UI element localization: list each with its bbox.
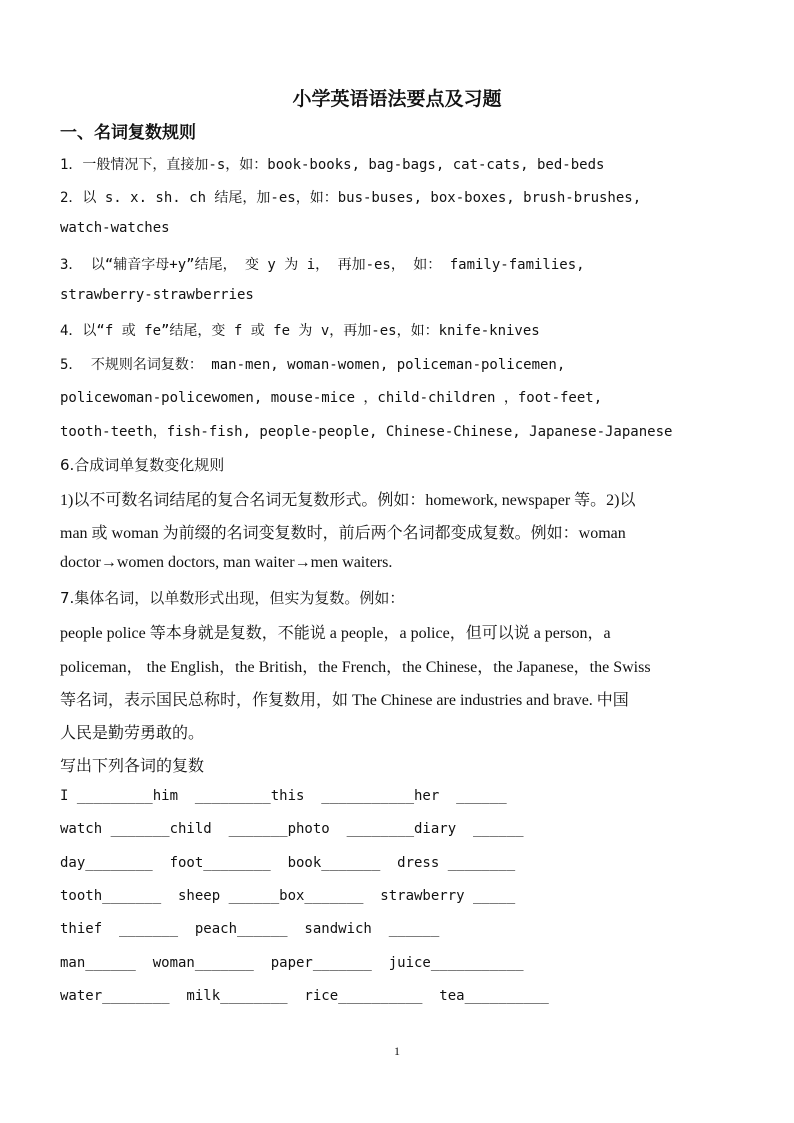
rule-line-3: 3． 以“辅音字母+y”结尾， 变 y 为 i， 再加-es， 如： family-families, (60, 257, 585, 273)
rule6-line-1: 1)以不可数名词结尾的复合名词无复数形式。例如：homework, newspaper 等。2)以 (60, 492, 636, 509)
rule-line-5-cont-1: policewoman-policewomen, mouse-mice ，child-children ，foot-feet, (60, 390, 603, 406)
rule6-heading: 6.合成词单复数变化规则 (60, 456, 225, 474)
exercise-row: day________ foot________ book_______ dress ________ (60, 855, 516, 871)
rule-line-5: 5． 不规则名词复数： man-men, woman-women, policeman-policemen, (60, 357, 566, 373)
page-number: 1 (394, 1044, 400, 1058)
rule-line-4: 4．以“f 或 fe”结尾，变 f 或 fe 为 v，再加-es，如：knife-knives (60, 323, 540, 339)
exercise-row: watch _______child _______photo ________diary ______ (60, 821, 524, 837)
exercise-row: water________ milk________ rice__________ tea__________ (60, 988, 549, 1004)
rule7-line-3: 等名词，表示国民总称时，作复数用，如 The Chinese are industries and brave. 中国 (60, 692, 629, 709)
rule6-line-2: man 或 woman 为前缀的名词变复数时，前后两个名词都变成复数。例如：woman (60, 525, 626, 542)
exercise-row: man______ woman_______ paper_______ juice___________ (60, 955, 524, 971)
rule7-line-2: policeman， the English，the British，the French，the Chinese，the Japanese，the Swiss (60, 659, 651, 676)
exercise-row: I _________him _________this ___________her ______ (60, 788, 507, 804)
rule7-line-4: 人民是勤劳勇敢的。 (60, 725, 205, 742)
rule7-line-1: people police 等本身就是复数，不能说 a people，a police，但可以说 a person，a (60, 625, 611, 642)
rule-line-1: 1．一般情况下，直接加-s，如：book-books, bag-bags, cat-cats, bed-beds (60, 157, 605, 173)
rule-line-2: 2．以 s. x. sh. ch 结尾，加-es，如：bus-buses, box-boxes, brush-brushes, (60, 190, 642, 206)
section-heading: 一、名词复数规则 (60, 123, 196, 143)
exercise-row: thief _______ peach______ sandwich ______ (60, 921, 440, 937)
page-title: 小学英语语法要点及习题 (292, 88, 502, 110)
rule-line-3-cont: strawberry-strawberries (60, 287, 254, 303)
rule6-line-3: doctor→women doctors, man waiter→men waiters. (60, 554, 393, 571)
rule-line-5-cont-2: tooth-teeth，fish-fish, people-people, Chinese-Chinese, Japanese-Japanese (60, 424, 673, 440)
exercise-row: tooth_______ sheep ______box_______ strawberry _____ (60, 888, 516, 904)
exercise-heading: 写出下列各词的复数 (60, 756, 205, 775)
rule-line-2-cont: watch-watches (60, 220, 170, 236)
rule7-heading: 7.集体名词，以单数形式出现，但实为复数。例如： (60, 589, 405, 607)
